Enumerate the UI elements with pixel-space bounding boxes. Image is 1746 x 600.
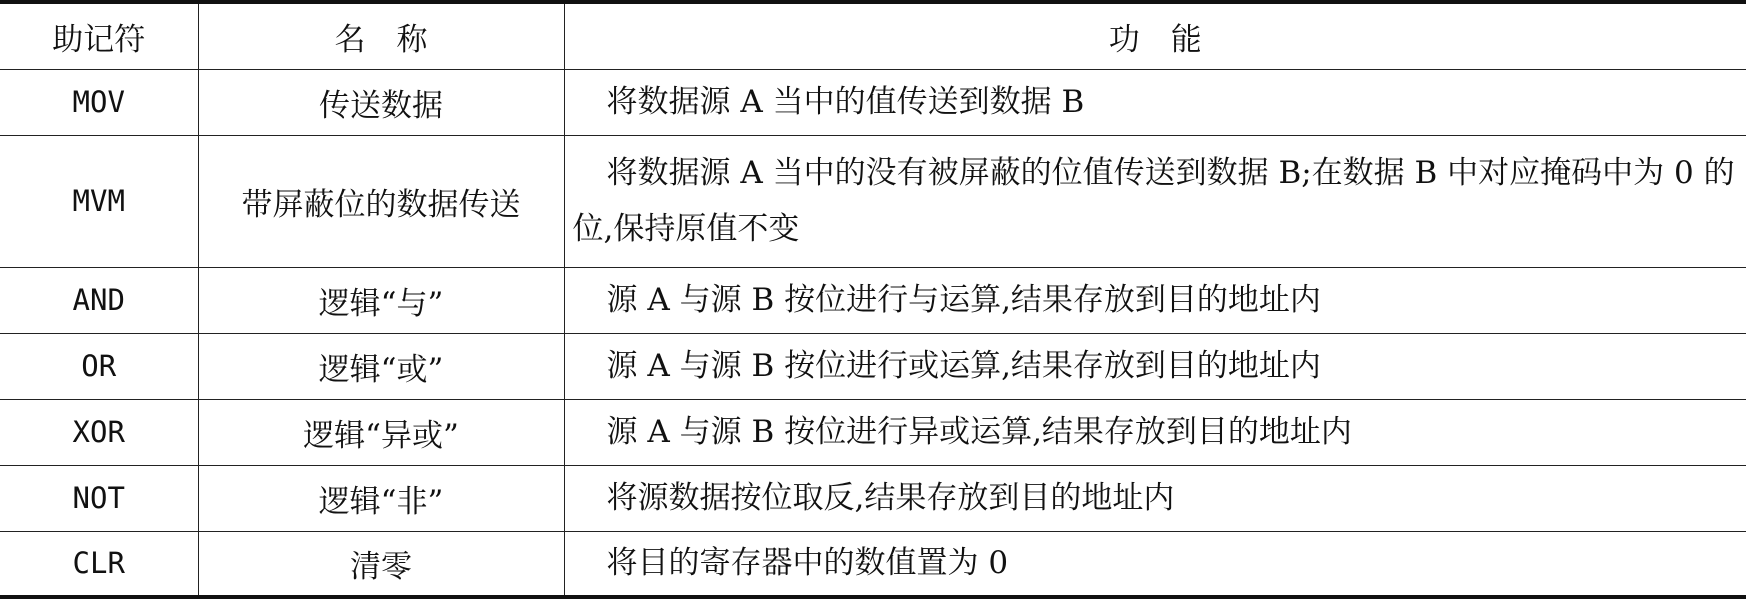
cell-mnemonic: NOT: [0, 465, 198, 531]
cell-function: 将数据源 A 当中的没有被屏蔽的位值传送到数据 B;在数据 B 中对应掩码中为 0 的位,保持原值不变: [564, 135, 1746, 267]
cell-function: 将源数据按位取反,结果存放到目的地址内: [564, 465, 1746, 531]
table-row: [0, 399, 1746, 465]
cell-function: 源 A 与源 B 按位进行异或运算,结果存放到目的地址内: [564, 399, 1746, 465]
header-mnemonic: 助记符: [0, 2, 198, 69]
table-row: [0, 531, 1746, 597]
header-name: 名 称: [198, 2, 564, 69]
cell-name: 传送数据: [198, 69, 564, 135]
cell-mnemonic: MOV: [0, 69, 198, 135]
cell-function: 将目的寄存器中的数值置为 0: [564, 531, 1746, 597]
cell-function: 将数据源 A 当中的值传送到数据 B: [564, 69, 1746, 135]
table-row: [0, 69, 1746, 135]
table-row: [0, 267, 1746, 333]
table-row: [0, 465, 1746, 531]
cell-mnemonic: MVM: [0, 135, 198, 267]
cell-name: 逻辑“或”: [198, 333, 564, 399]
table-row: [0, 135, 1746, 267]
cell-mnemonic: AND: [0, 267, 198, 333]
cell-name: 逻辑“异或”: [198, 399, 564, 465]
cell-name: 带屏蔽位的数据传送: [198, 135, 564, 267]
cell-function: 源 A 与源 B 按位进行与运算,结果存放到目的地址内: [564, 267, 1746, 333]
table-header: [0, 2, 1746, 69]
table-body: [0, 69, 1746, 597]
cell-mnemonic: CLR: [0, 531, 198, 597]
header-row: [0, 2, 1746, 69]
cell-name: 逻辑“非”: [198, 465, 564, 531]
cell-name: 逻辑“与”: [198, 267, 564, 333]
table-row: [0, 333, 1746, 399]
cell-mnemonic: XOR: [0, 399, 198, 465]
header-function: 功 能: [564, 2, 1746, 69]
cell-function: 源 A 与源 B 按位进行或运算,结果存放到目的地址内: [564, 333, 1746, 399]
cell-mnemonic: OR: [0, 333, 198, 399]
cell-name: 清零: [198, 531, 564, 597]
